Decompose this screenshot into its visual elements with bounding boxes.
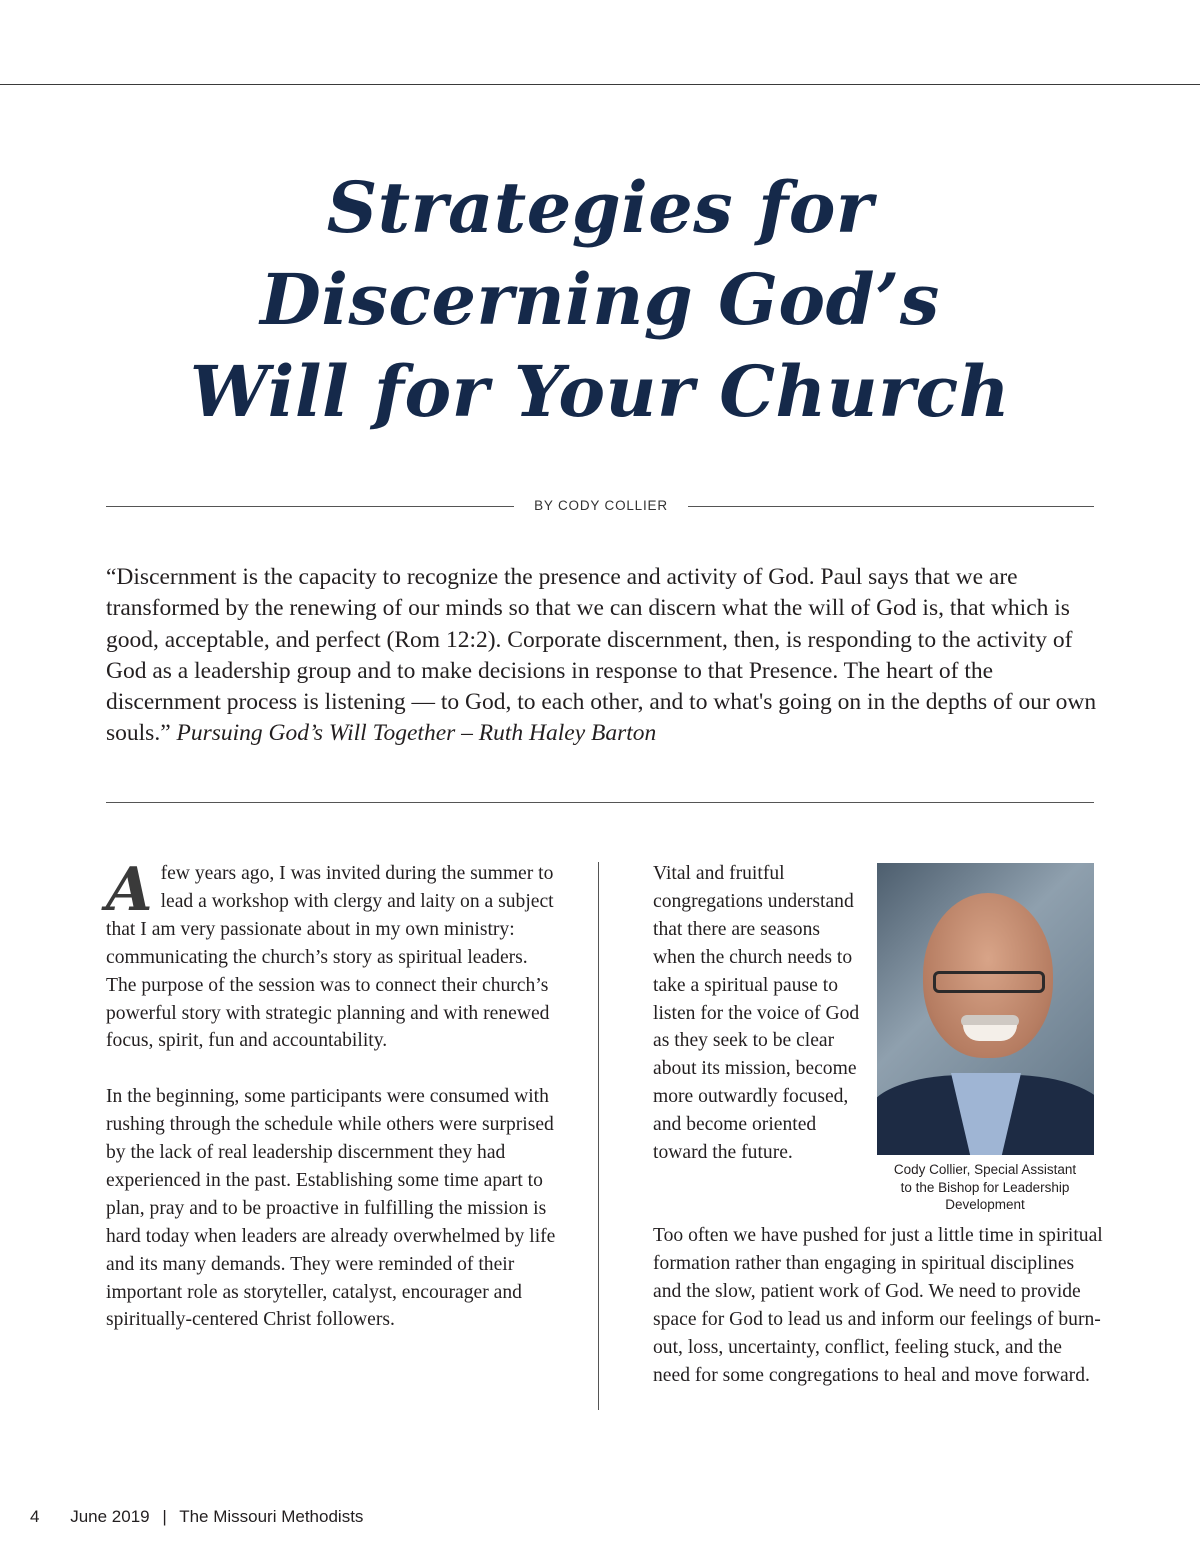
publication-name: The Missouri Methodists bbox=[179, 1507, 364, 1526]
author-photo bbox=[877, 863, 1094, 1155]
column-divider bbox=[598, 862, 599, 1410]
byline-row bbox=[106, 497, 1094, 517]
title-line-1: Strategies for bbox=[326, 166, 874, 249]
byline-rule-right bbox=[688, 506, 1094, 507]
right-paragraph-2: Too often we have pushed for just a little time in spiritual formation rather than engaging in spiritual disciplines and the slow, patient work of God. We need to provide space for God to lead us and inform our feelings of burn-out, loss, uncertainty, conflict, feeling stuck, and the need for some congregations to heal and move forward. bbox=[653, 1225, 1103, 1386]
byline: BY CODY COLLIER bbox=[534, 498, 668, 513]
photo-glasses bbox=[933, 971, 1045, 993]
byline-rule-left bbox=[106, 506, 514, 507]
left-column bbox=[106, 855, 556, 1362]
right-column-top bbox=[653, 860, 863, 1167]
photo-smile bbox=[963, 1025, 1017, 1041]
pull-quote bbox=[106, 562, 1101, 750]
footer-separator: | bbox=[162, 1507, 167, 1526]
right-column-bottom bbox=[653, 1222, 1103, 1389]
caption-line-2: to the Bishop for Leadership bbox=[900, 1179, 1070, 1195]
left-paragraph-2: In the beginning, some participants were consumed with rushing through the schedule while others were surprised by the lack of real leadership discernment they had experienced in the past. Establishing some time apart to plan, pray and to be proactive in fulfilling the mission is hard today when leaders are already overwhelmed by life and its many demands. They were reminded of their important role as storyteller, catalyst, encourager and spiritually-centered Christ followers. bbox=[106, 1086, 556, 1331]
left-paragraph-1-text: few years ago, I was invited during the summer to lead a workshop with clergy and laity on a subject that I am very passionate about in my own ministry: communicating the church’s story as spiritual leaders. The purpose of the session was to connect their church’s powerful story with strategic planning and with renewed focus, spirit, fun and accountability. bbox=[106, 863, 554, 1052]
right-paragraph-1: Vital and fruitful congregations understand that there are seasons when the church needs to take a spiritual pause to listen for the voice of God as they seek to be clear about its mission, become more outwardly focused, and become oriented toward the future. bbox=[653, 863, 860, 1164]
article-title bbox=[100, 162, 1100, 438]
issue-date: June 2019 bbox=[70, 1507, 150, 1526]
section-divider bbox=[106, 802, 1094, 803]
page-number: 4 bbox=[30, 1507, 40, 1526]
left-paragraph-1 bbox=[106, 855, 556, 1055]
drop-cap: A bbox=[106, 855, 153, 925]
page-footer bbox=[30, 1507, 630, 1527]
caption-line-1: Cody Collier, Special Assistant bbox=[893, 1162, 1077, 1177]
top-rule bbox=[0, 84, 1200, 85]
quote-citation: Pursuing God’s Will Together – Ruth Haley Barton bbox=[176, 720, 657, 747]
quote-text: “Discernment is the capacity to recognize the presence and activity of God. Paul says that we are transformed by the renewing of our minds so that we can discern what the will of God is, that which is good, acceptable, and perfect (Rom 12:2). Corporate discernment, then, is responding to the activity of God as a leadership group and to make decisions in response to that Presence. The heart of the discernment process is listening — to God, to each other, and to what's going on in the depths of our own souls.” bbox=[106, 564, 1097, 747]
title-line-3: Will for Your Church bbox=[189, 350, 1011, 433]
caption-line-3: Development bbox=[945, 1197, 1025, 1212]
photo-caption bbox=[870, 1161, 1100, 1214]
title-line-2: Discerning God’s bbox=[260, 258, 940, 341]
